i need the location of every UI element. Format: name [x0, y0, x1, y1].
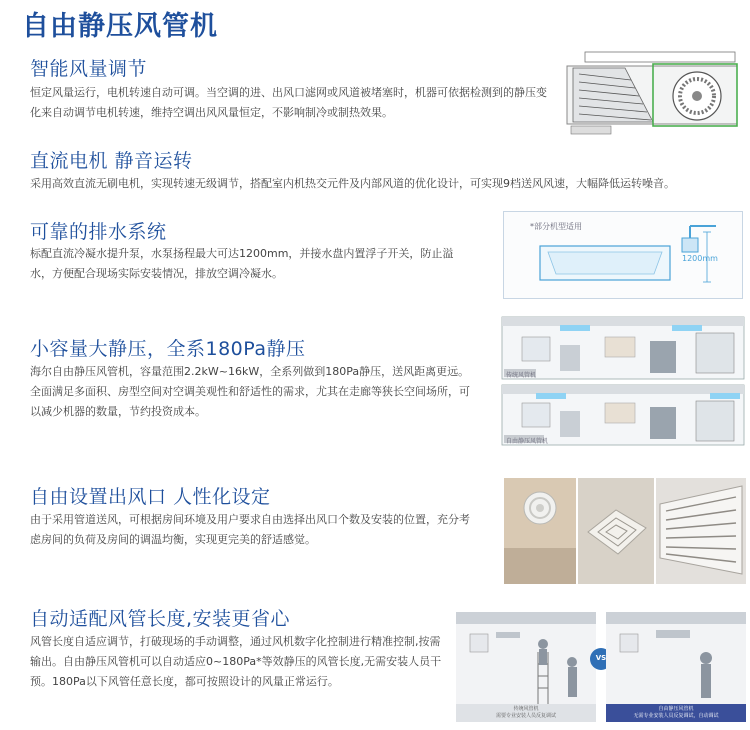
drainage-height-label: 1200mm [682, 254, 718, 263]
section-3-body: 标配直流冷凝水提升泵，水泵扬程最大可达1200mm，并接水盘内置浮子开关，防止溢水，方便配合现场实际安装情况，排放空调冷凝水。 [30, 247, 454, 280]
section-6-body: 风管长度自适应调节，打破现场的手动调整，通过风机数字化控制进行精准控制,按需输出。自由静压风管机可以自动适应0~180Pa*等效静压的风管长度,无需安装人员干预。180Pa以下风管任意长度，都可按照设计的风量正常运行。 [30, 635, 442, 688]
duct-length-comparison [456, 612, 746, 722]
air-outlet-photos [504, 478, 746, 584]
drainage-figure [503, 211, 743, 299]
section-1-title: 智能风量调节 [30, 58, 148, 80]
section-5-title: 自由设置出风口 人性化设定 [30, 486, 271, 508]
section-5-body: 由于采用管道送风，可根据房间环境及用户要求自由选择出风口个数及安装的位置，充分考虑房间的负荷及房间的调温均衡，实现更完美的舒适感觉。 [30, 513, 470, 546]
drainage-note: *部分机型适用 [530, 222, 582, 231]
static-pressure-label-bottom: 自由静压风管机 [506, 438, 549, 445]
section-6-title: 自动适配风管长度,安装更省心 [30, 608, 291, 630]
compare-right-title: 自由静压风管机 [658, 706, 694, 712]
section-2-body: 采用高效直流无刷电机，实现转速无级调节，搭配室内机热交元件及内部风道的优化设计，可实现9档送风风速，大幅降低运转噪音。 [30, 177, 675, 190]
vs-badge: VS [595, 654, 607, 662]
page-title: 自由静压风管机 [22, 11, 218, 42]
section-3-title: 可靠的排水系统 [30, 221, 167, 243]
static-pressure-label-top: 传统风管机 [506, 372, 537, 379]
section-4-title: 小容量大静压，全系180Pa静压 [30, 338, 306, 360]
section-1-body: 恒定风量运行，电机转速自动可调。当空调的进、出风口滤网或风道被堵塞时，机器可依据检测到的静压变化来自动调节电机转速，维持空调出风风量恒定，不影响制冷或制热效果。 [30, 86, 547, 119]
compare-right-sub: 无需专业安装人员反复调试，自动调试 [633, 713, 719, 719]
section-2-title: 直流电机 静音运转 [30, 150, 193, 172]
section-4-body: 海尔自由静压风管机，容量范围2.2kW~16kW，全系列做到180Pa静压，送风距离更远。全面满足多面积、房型空间对空调美观性和舒适性的需求，尤其在走廊等狭长空间场所，可以减少机器的数量，节约投资成本。 [30, 365, 470, 418]
static-pressure-figure [500, 315, 746, 447]
compare-left-sub: 需要专业安装人员反复调试 [495, 713, 556, 719]
compare-left-title: 传统风管机 [513, 706, 539, 712]
unit-cutaway-illustration [565, 48, 745, 140]
